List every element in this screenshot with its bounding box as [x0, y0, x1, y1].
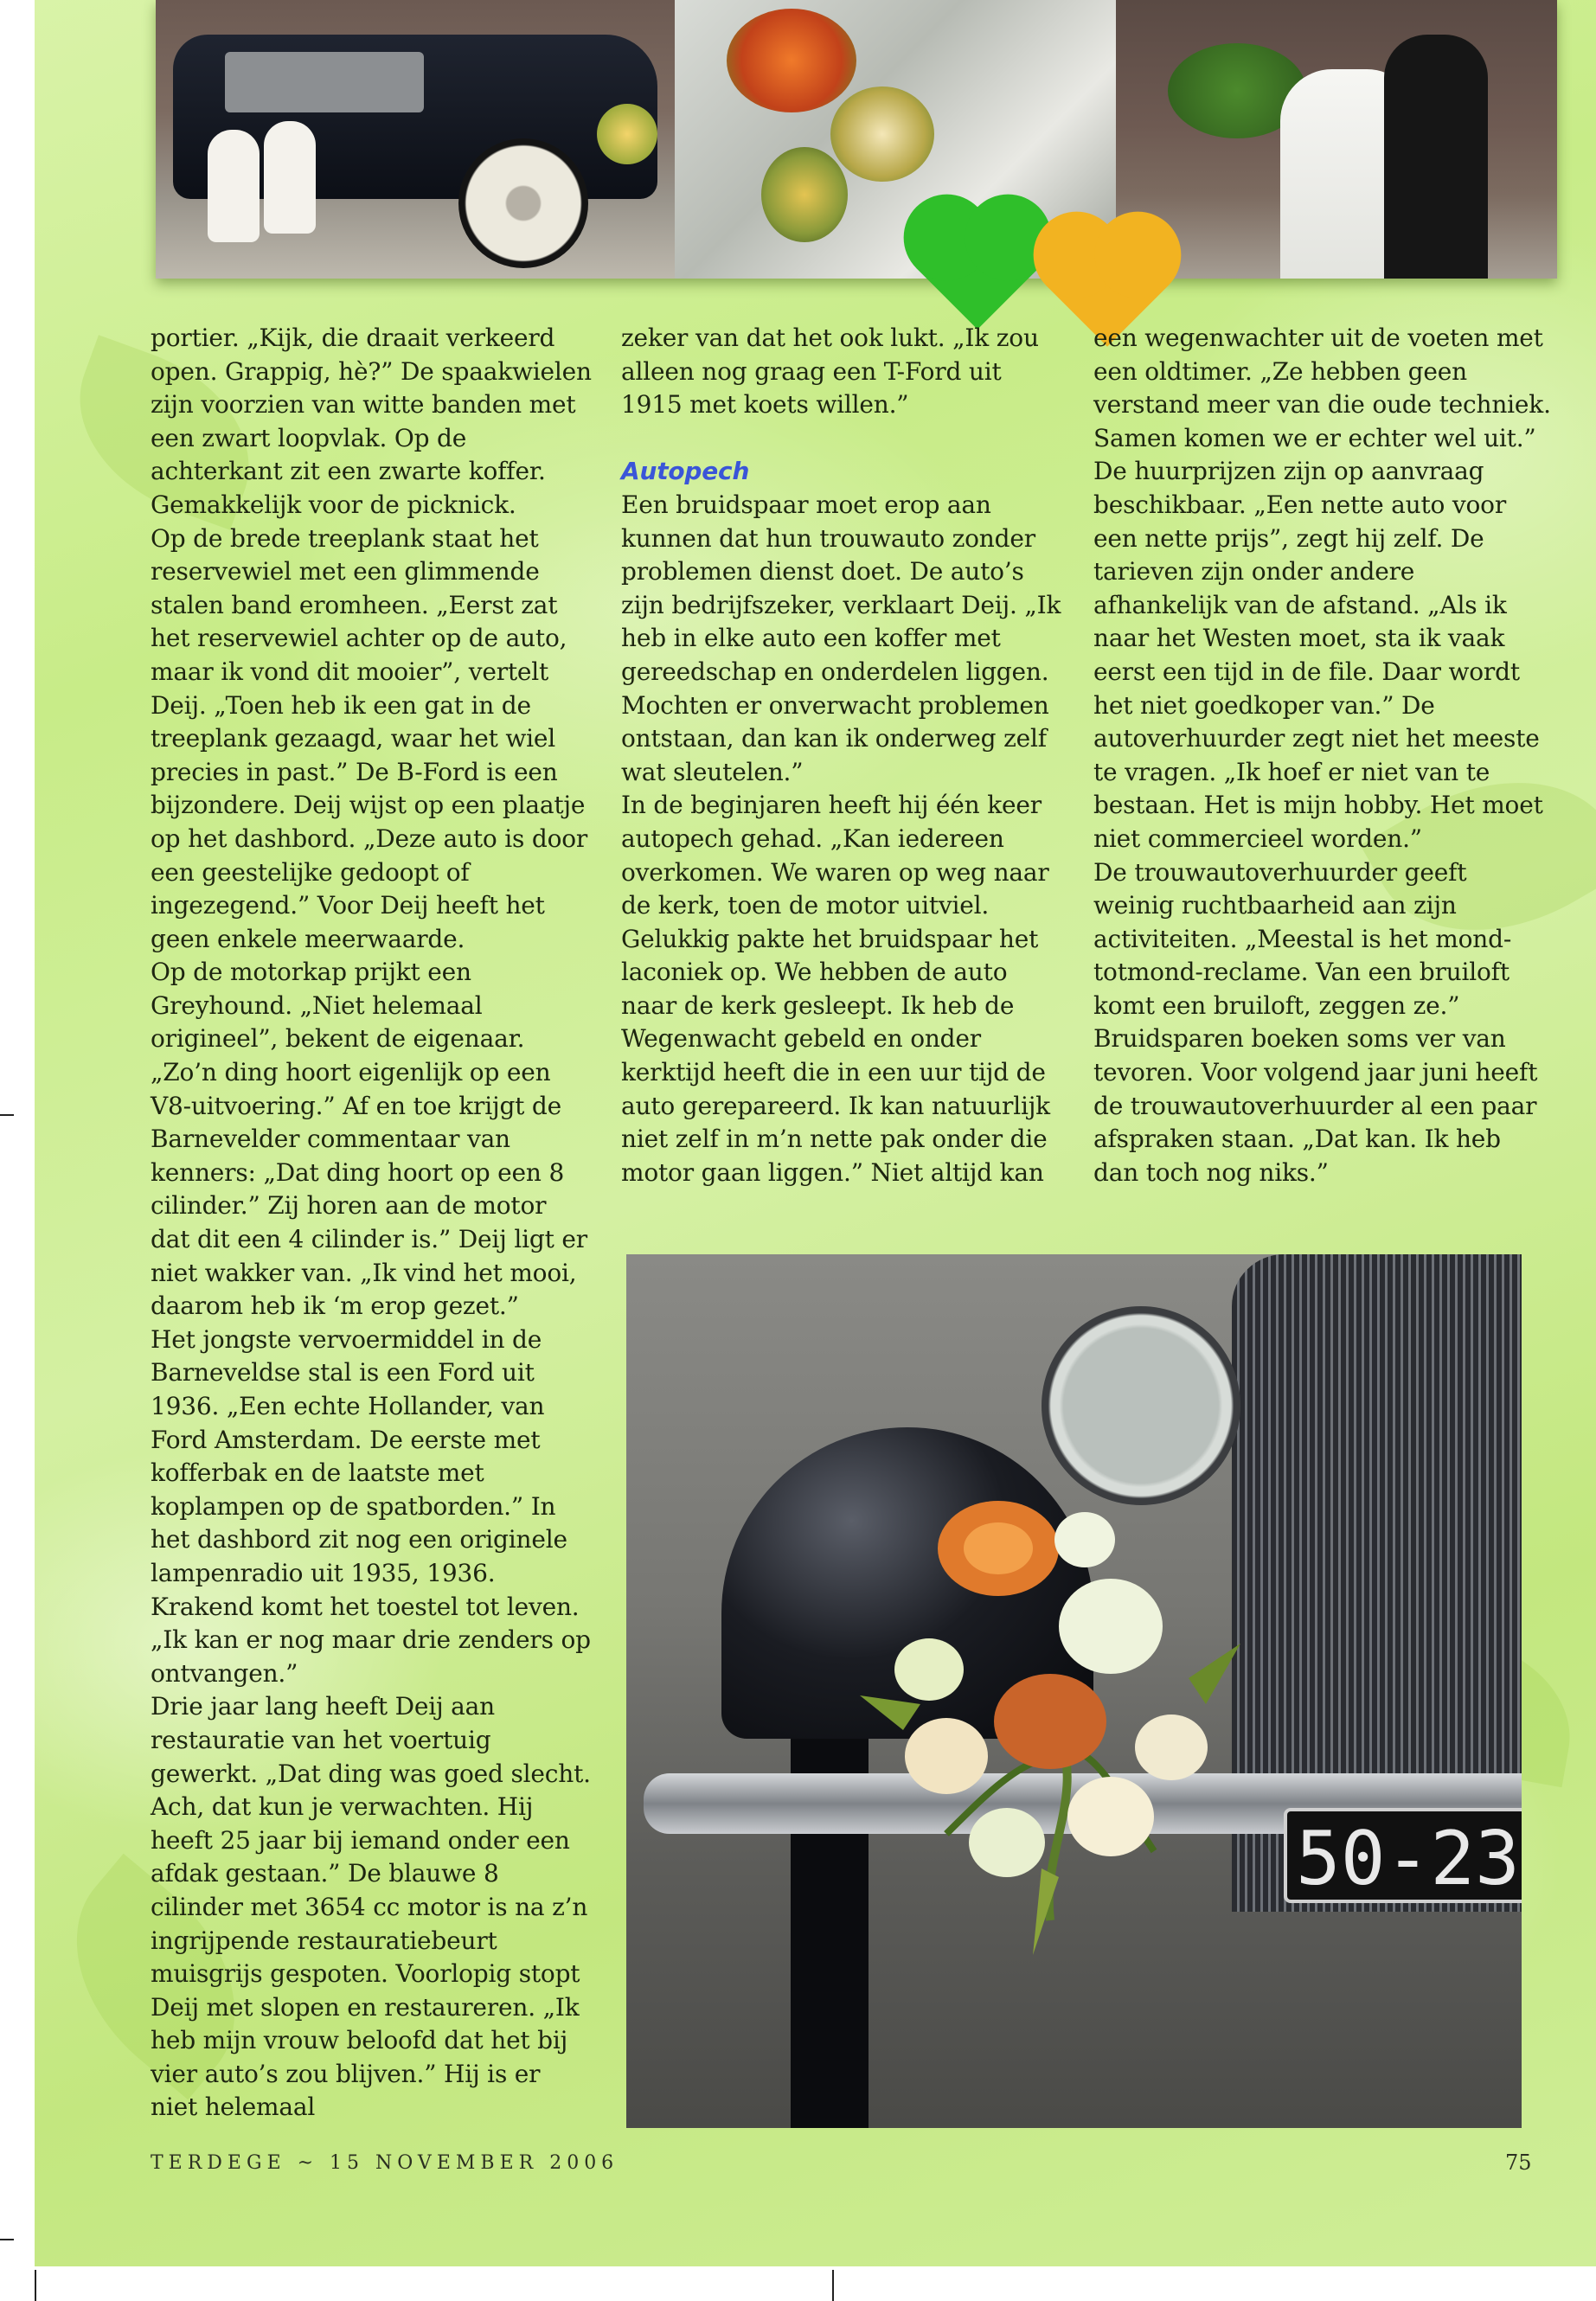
paragraph: Op de brede treeplank staat het reservewiel met een glimmende stalen band eromheen. „Eerst zat het reservewiel achter op de auto, maar ik vond dit mooier”, vertelt Deij. „Toen heb ik een gat in de treeplank gezaagd, waar het wiel precies in past.” De B-Ford is een bijzondere. Deij wijst op een plaatje op het dashbord. „Deze auto is door een geestelijke gedoopt of ingezegend.” Voor Deij heeft het geen enkele meerwaarde. [151, 523, 588, 953]
flower-decoration [761, 147, 848, 242]
crop-mark [832, 2270, 834, 2301]
flower-decoration [727, 9, 856, 112]
bridesmaid-figure [264, 121, 316, 234]
car-window [225, 52, 424, 112]
paragraph: Het jongste vervoermiddel in de Barneveldse stal is een Ford uit 1936. „Een echte Hollander, van Ford Amsterdam. De eerste met kofferbak en de laatste met koplampen op de spatborden.” In het dashbord zit nog een originele lampenradio uit 1935, 1936. Krakend komt het toestel tot leven. „Ik kan er nog maar drie zenders op ontvangen.” [151, 1324, 591, 1688]
paragraph: portier. „Kijk, die draait verkeerd open. Grappig, hè?” De spaakwielen zijn voorzien van witte banden met een zwart loopvlak. Op de achterkant zit een zwarte koffer. Gemakkelijk voor de picknick. [151, 324, 592, 519]
footer-publication: TERDEGE ~ 15 NOVEMBER 2006 [151, 2152, 619, 2174]
crop-mark [35, 2270, 36, 2301]
top-photo-strip [156, 0, 1557, 279]
paragraph: De trouwautoverhuurder geeft weinig ruchtbaarheid aan zijn activiteiten. „Meestal is het mond-totmond-reclame. Van een bruiloft komt een bruiloft, zeggen ze.” [1093, 857, 1512, 1020]
paragraph: In de beginjaren heeft hij één keer autopech gehad. „Kan iedereen overkomen. We waren op weg naar de kerk, toen de motor uitviel. Gelukkig pakte het bruidspaar het laconiek op. We hebben de auto naar de kerk gesleept. Ik heb de Wegenwacht gebeld en onder kerktijd heeft die in een uur tijd de auto gerepareerd. Ik kan natuurlijk niet zelf in m’n nette pak onder die motor gaan liggen.” Niet altijd kan [621, 791, 1050, 1187]
green-heart-icon [916, 207, 1038, 329]
page-number: 75 [1505, 2150, 1532, 2175]
flower-decoration [830, 87, 934, 182]
magazine-page [35, 0, 1596, 2266]
crop-mark [0, 2239, 14, 2240]
article-column-3 [1093, 322, 1552, 1189]
photo-bride-groom [1116, 0, 1557, 279]
wedding-bouquet-icon [825, 1471, 1275, 1955]
photo-vintage-car-girls [156, 0, 675, 279]
crop-mark [0, 1114, 14, 1116]
paragraph: zeker van dat het ook lukt. „Ik zou alleen nog graag een T-Ford uit 1915 met koets willen.” [621, 324, 1039, 420]
article-column-2 [621, 322, 1062, 1189]
paragraph: Drie jaar lang heeft Deij aan restauratie van het voertuig gewerkt. „Dat ding was goed slecht. Ach, dat kun je verwachten. Hij heeft 25 jaar bij iemand onder een afdak gestaan.” De blauwe 8 cilinder met 3654 cc motor is na z’n ingrijpende restauratiebeurt muisgrijs gespoten. Voorlopig stopt Deij met slopen en restaureren. „Ik heb mijn vrouw beloofd dat het bij vier auto’s zou blijven.” Hij is er niet helemaal [151, 1692, 591, 2122]
flower-decoration [597, 104, 657, 164]
paragraph: een wegenwachter uit de voeten met een oldtimer. „Ze hebben geen verstand meer van die oude techniek. Samen komen we er echter wel uit.” [1093, 324, 1551, 452]
car-wheel [458, 138, 588, 268]
article-column-1 [151, 322, 592, 2125]
license-plate: 50-23 [1284, 1808, 1522, 1903]
paragraph: Op de motorkap prijkt een Greyhound. „Niet helemaal origineel”, bekent de eigenaar. „Zo’n ding hoort eigenlijk op een V8-uitvoering.” Af en toe krijgt de Barnevelder commentaar van kenners: „Dat ding hoort op een 8 cilinder.” Zij horen aan de motor dat dit een 4 cilinder is.” Deij ligt er niet wakker van. „Ik vind het mooi, daarom heb ik ‘m erop gezet.” [151, 958, 587, 1321]
section-heading: Autopech [621, 457, 750, 486]
paragraph: Bruidsparen boeken soms ver van tevoren. Voor volgend jaar juni heeft de trouwautoverhuurder al een paar afspraken staan. „Dat kan. Ik heb dan toch nog niks.” [1093, 1024, 1538, 1187]
paragraph: De huurprijzen zijn op aanvraag beschikbaar. „Een nette auto voor een nette prijs”, zegt hij zelf. De tarieven zijn onder andere afhankelijk van de afstand. „Als ik naar het Westen moet, sta ik vaak eerst een tijd in de file. Daar wordt het niet goedkoper van.” De autoverhuurder zegt niet het meeste te vragen. „Ik hoef er niet van te bestaan. Het is mijn hobby. Het moet niet commercieel worden.” [1093, 457, 1543, 853]
groom-figure [1384, 35, 1488, 279]
paragraph: Een bruidspaar moet erop aan kunnen dat hun trouwauto zonder problemen dienst doet. De auto’s zijn bedrijfszeker, verklaart Deij. „Ik heb in elke auto een koffer met gereedschap en onderdelen liggen. Mochten er onverwacht problemen ontstaan, dan kan ik onderweg zelf wat sleutelen.” [621, 490, 1061, 786]
photo-car-front-bouquet [626, 1254, 1522, 2128]
bridesmaid-figure [208, 130, 260, 242]
